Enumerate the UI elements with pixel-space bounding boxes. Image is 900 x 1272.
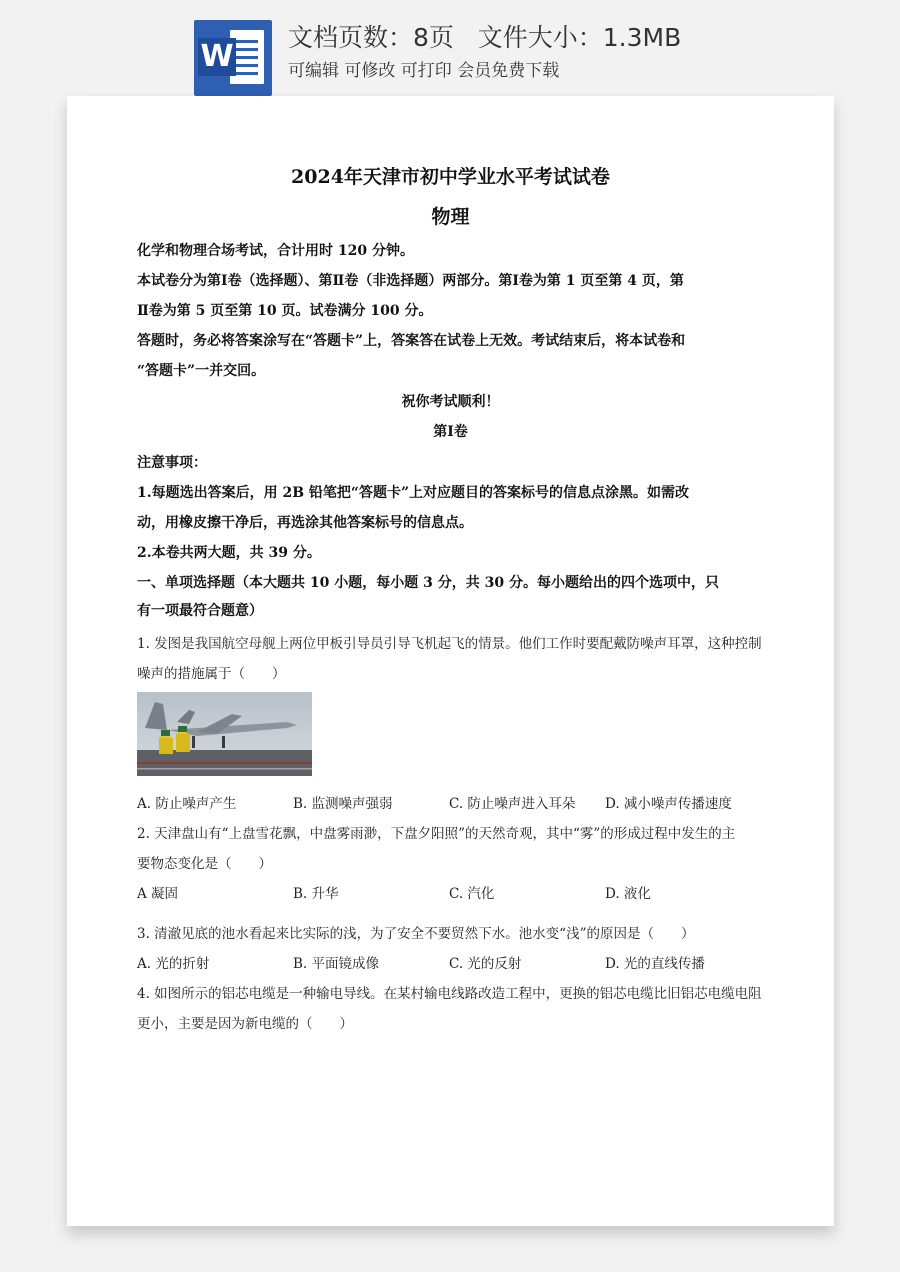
q3-option-c: C. 光的反射 xyxy=(449,956,522,972)
word-document-icon: W xyxy=(194,20,272,96)
question-3-text: 3. 清澈见底的池水看起来比实际的浅，为了安全不要贸然下水。池水变“浅”的原因是（ ） xyxy=(137,926,695,942)
q3-option-b: B. 平面镜成像 xyxy=(293,956,380,972)
download-banner xyxy=(0,0,900,96)
aircraft-carrier-photo xyxy=(137,692,312,776)
intro-line-3a: 答题时，务必将答案涂写在“答题卡”上，答案答在试卷上无效。考试结束后，将本试卷和 xyxy=(137,333,686,349)
q2-option-b: B. 升华 xyxy=(293,886,339,902)
notice-item-2: 2.本卷共两大题，共 39 分。 xyxy=(137,545,321,561)
q1-option-d: D. 减小噪声传播速度 xyxy=(605,796,732,812)
q1-option-b: B. 监测噪声强弱 xyxy=(293,796,393,812)
question-1-text-b: 噪声的措施属于（ ） xyxy=(137,666,286,682)
question-4-text-a: 4. 如图所示的铝芯电缆是一种输电导线。在某村输电线路改造工程中，更换的铝芯电缆比旧铝芯电缆电阻 xyxy=(137,986,762,1002)
notice-item-1b: 动，用橡皮擦干净后，再选涂其他答案标号的信息点。 xyxy=(137,515,473,531)
jet-illustration xyxy=(137,692,312,776)
q2-option-d: D. 液化 xyxy=(605,886,651,902)
section-one-heading-a: 一、单项选择题（本大题共 10 小题，每小题 3 分，共 30 分。每小题给出的四个选项中，只 xyxy=(137,575,719,591)
q2-option-a: A 凝固 xyxy=(137,886,179,902)
intro-line-1: 化学和物理合场考试，合计用时 120 分钟。 xyxy=(137,243,414,259)
intro-line-2b: Ⅱ卷为第 5 页至第 10 页。试卷满分 100 分。 xyxy=(137,303,433,319)
exam-title: 2024年天津市初中学业水平考试试卷 xyxy=(291,166,610,188)
question-1-text-a: 1. 发图是我国航空母舰上两位甲板引导员引导飞机起飞的情景。他们工作时要配戴防噪声耳罩，这种控制 xyxy=(137,636,762,652)
q1-option-c: C. 防止噪声进入耳朵 xyxy=(449,796,576,812)
question-4-text-b: 更小，主要是因为新电缆的（ ） xyxy=(137,1016,353,1032)
wish-line: 祝你考试顺利！ xyxy=(401,394,500,410)
q3-option-a: A. 光的折射 xyxy=(137,956,210,972)
q1-option-a: A. 防止噪声产生 xyxy=(137,796,237,812)
q3-option-d: D. 光的直线传播 xyxy=(605,956,705,972)
notice-heading: 注意事项： xyxy=(137,455,207,471)
part-one-heading: 第Ⅰ卷 xyxy=(433,424,468,440)
section-one-heading-b: 有一项最符合题意） xyxy=(137,603,263,619)
intro-line-2a: 本试卷分为第Ⅰ卷（选择题）、第Ⅱ卷（非选择题）两部分。第Ⅰ卷为第 1 页至第 4 页，第 xyxy=(137,273,684,289)
document-page xyxy=(67,96,834,1226)
file-features: 可编辑 可修改 可打印 会员免费下载 xyxy=(288,61,560,81)
notice-item-1a: 1.每题选出答案后，用 2B 铅笔把“答题卡”上对应题目的答案标号的信息点涂黑。如需改 xyxy=(137,485,690,501)
question-2-text-a: 2. 天津盘山有“上盘雪花飘，中盘雾雨渺，下盘夕阳照”的天然奇观，其中“雾”的形成过程中发生的主 xyxy=(137,826,736,842)
question-2-text-b: 要物态变化是（ ） xyxy=(137,856,272,872)
q2-option-c: C. 汽化 xyxy=(449,886,495,902)
file-info-title: 文档页数：8页 文件大小：1.3MB xyxy=(288,23,682,52)
exam-subject: 物理 xyxy=(431,206,470,228)
intro-line-3b: “答题卡”一并交回。 xyxy=(137,363,266,379)
